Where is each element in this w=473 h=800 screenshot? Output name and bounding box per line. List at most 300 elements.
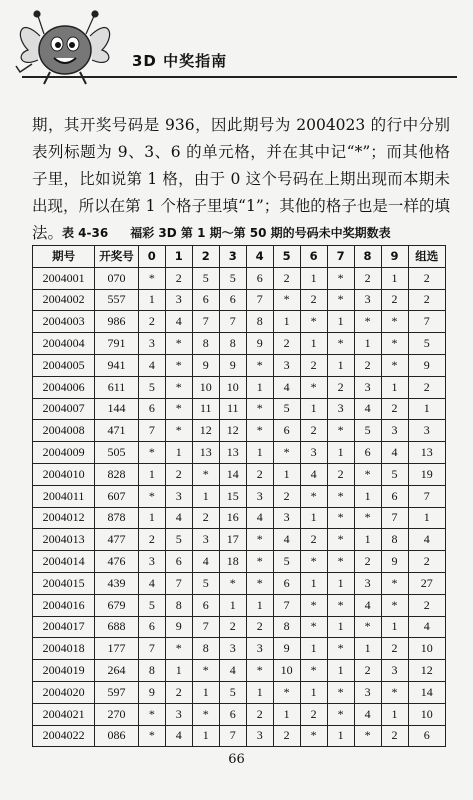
table-cell: 4 <box>165 311 192 333</box>
table-cell: 1 <box>327 572 354 594</box>
table-cell: 1 <box>300 333 327 355</box>
table-cell: 2 <box>354 354 381 376</box>
table-cell: 1 <box>246 442 273 464</box>
table-cell: 2 <box>381 638 408 660</box>
table-cell: 1 <box>138 289 165 311</box>
table-cell: 2 <box>408 289 445 311</box>
table-cell: 3 <box>300 442 327 464</box>
table-cell: 5 <box>219 267 246 289</box>
table-cell: 4 <box>138 572 165 594</box>
column-header: 0 <box>138 246 165 268</box>
table-cell: 439 <box>95 572 139 594</box>
table-cell: 3 <box>273 507 300 529</box>
table-cell: * <box>300 594 327 616</box>
table-caption-title: 福彩 3D 第 1 期～第 50 期的号码未中奖期数表 <box>130 226 391 240</box>
table-cell: 7 <box>219 311 246 333</box>
table-cell: 6 <box>381 485 408 507</box>
table-cell: * <box>381 681 408 703</box>
table-cell: * <box>246 398 273 420</box>
table-cell: 477 <box>95 529 139 551</box>
table-cell: 1 <box>381 703 408 725</box>
table-cell: 12 <box>192 420 219 442</box>
column-header: 5 <box>273 246 300 268</box>
table-cell: 2 <box>246 463 273 485</box>
table-cell: 3 <box>219 638 246 660</box>
table-cell: * <box>246 354 273 376</box>
column-header: 2 <box>192 246 219 268</box>
table-cell: 16 <box>219 507 246 529</box>
table-cell: * <box>165 420 192 442</box>
table-cell: 607 <box>95 485 139 507</box>
table-cell: 8 <box>192 333 219 355</box>
table-cell: 597 <box>95 681 139 703</box>
table-cell: 3 <box>246 725 273 747</box>
table-cell: 1 <box>354 529 381 551</box>
table-cell: 2 <box>300 354 327 376</box>
table-cell: 5 <box>408 333 445 355</box>
table-cell: 10 <box>408 703 445 725</box>
table-cell: 3 <box>354 376 381 398</box>
table-cell: 12 <box>408 660 445 682</box>
table-cell: * <box>300 376 327 398</box>
table-cell: 6 <box>354 442 381 464</box>
table-row <box>33 551 446 573</box>
table-row <box>33 333 446 355</box>
table-cell: 4 <box>381 442 408 464</box>
table-cell: 4 <box>408 529 445 551</box>
table-cell: 2 <box>354 660 381 682</box>
table-cell: 3 <box>273 354 300 376</box>
table-cell: 2 <box>354 267 381 289</box>
table-cell: 2004017 <box>33 616 95 638</box>
table-cell: 9 <box>246 333 273 355</box>
column-header: 组选 <box>408 246 445 268</box>
table-row <box>33 289 446 311</box>
table-row <box>33 616 446 638</box>
table-cell: 4 <box>300 463 327 485</box>
body-paragraph: 期，其开奖号码是 936，因此期号为 2004023 的行中分别表列标题为 9、3、6 的单元格，并在其中记“*”；而其他格子里，比如说第 1 格，由于 0 这个号码在上期出现而本期未出现，所以在第 1 个格子里填“1”；其他的格子也是一样的填法。 <box>32 116 450 242</box>
table-cell: * <box>354 311 381 333</box>
table-cell: 2 <box>408 376 445 398</box>
table-cell: 3 <box>327 398 354 420</box>
table-cell: * <box>327 507 354 529</box>
table-cell: 2 <box>192 507 219 529</box>
table-cell: 2004021 <box>33 703 95 725</box>
table-cell: 828 <box>95 463 139 485</box>
table-cell: 1 <box>327 616 354 638</box>
table-cell: 2004015 <box>33 572 95 594</box>
table-cell: 2004018 <box>33 638 95 660</box>
table-cell: 1 <box>138 463 165 485</box>
table-cell: 4 <box>219 660 246 682</box>
table-cell: 15 <box>219 485 246 507</box>
table-cell: * <box>138 442 165 464</box>
table-cell: 7 <box>219 725 246 747</box>
table-cell: 6 <box>138 398 165 420</box>
table-cell: 5 <box>354 420 381 442</box>
table-cell: * <box>246 660 273 682</box>
table-cell: 1 <box>327 354 354 376</box>
table-cell: 2 <box>273 485 300 507</box>
table-cell: 3 <box>165 289 192 311</box>
table-cell: 3 <box>408 420 445 442</box>
table-cell: 2 <box>300 529 327 551</box>
table-cell: 177 <box>95 638 139 660</box>
table-cell: 557 <box>95 289 139 311</box>
table-cell: 1 <box>300 572 327 594</box>
table-cell: * <box>327 638 354 660</box>
table-cell: 13 <box>219 442 246 464</box>
table-cell: 2004011 <box>33 485 95 507</box>
table-cell: 6 <box>192 289 219 311</box>
table-cell: 7 <box>246 289 273 311</box>
table-cell: * <box>246 529 273 551</box>
table-row <box>33 398 446 420</box>
table-cell: 505 <box>95 442 139 464</box>
table-cell: 8 <box>273 616 300 638</box>
column-header: 6 <box>300 246 327 268</box>
table-row <box>33 725 446 747</box>
table-cell: 11 <box>219 398 246 420</box>
table-cell: * <box>300 311 327 333</box>
table-cell: 4 <box>354 594 381 616</box>
table-cell: 8 <box>381 529 408 551</box>
table-cell: 8 <box>246 311 273 333</box>
table-row <box>33 267 446 289</box>
table-cell: 6 <box>165 551 192 573</box>
table-cell: 1 <box>246 376 273 398</box>
table-header-row <box>33 246 446 268</box>
table-cell: 9 <box>138 681 165 703</box>
table-cell: 3 <box>354 572 381 594</box>
table-cell: 2 <box>354 551 381 573</box>
table-row <box>33 529 446 551</box>
table-cell: 2004022 <box>33 725 95 747</box>
table-cell: * <box>381 572 408 594</box>
page-header <box>0 0 473 90</box>
table-cell: 471 <box>95 420 139 442</box>
table-cell: 2 <box>300 703 327 725</box>
column-header: 9 <box>381 246 408 268</box>
table-cell: * <box>273 681 300 703</box>
table-cell: 2 <box>138 529 165 551</box>
table-cell: * <box>273 289 300 311</box>
table-row <box>33 442 446 464</box>
table-cell: 3 <box>354 289 381 311</box>
table-cell: 2 <box>327 463 354 485</box>
table-cell: 7 <box>138 638 165 660</box>
table-cell: 7 <box>381 507 408 529</box>
table-cell: 4 <box>246 507 273 529</box>
table-cell: 3 <box>138 333 165 355</box>
table-cell: 14 <box>408 681 445 703</box>
table-cell: 4 <box>273 529 300 551</box>
table-row <box>33 463 446 485</box>
table-cell: * <box>300 551 327 573</box>
table-cell: * <box>138 725 165 747</box>
table-cell: 1 <box>246 594 273 616</box>
table-cell: 1 <box>327 442 354 464</box>
table-cell: 1 <box>381 616 408 638</box>
table-cell: * <box>327 529 354 551</box>
table-cell: 1 <box>408 507 445 529</box>
table-cell: 2 <box>246 703 273 725</box>
table-cell: 264 <box>95 660 139 682</box>
table-cell: 9 <box>381 551 408 573</box>
table-cell: 2004003 <box>33 311 95 333</box>
table-cell: 1 <box>192 681 219 703</box>
table-cell: 9 <box>192 354 219 376</box>
table-cell: 19 <box>408 463 445 485</box>
table-cell: 2 <box>408 551 445 573</box>
table-cell: * <box>273 442 300 464</box>
table-cell: 6 <box>273 572 300 594</box>
table-cell: 3 <box>381 660 408 682</box>
column-header: 7 <box>327 246 354 268</box>
table-cell: 1 <box>165 660 192 682</box>
table-cell: 11 <box>192 398 219 420</box>
table-cell: * <box>327 681 354 703</box>
table-cell: 791 <box>95 333 139 355</box>
table-cell: * <box>246 551 273 573</box>
table-cell: 10 <box>273 660 300 682</box>
table-cell: 9 <box>165 616 192 638</box>
table-cell: * <box>300 485 327 507</box>
table-cell: * <box>327 333 354 355</box>
table-cell: * <box>138 267 165 289</box>
table-cell: 1 <box>273 703 300 725</box>
table-cell: 8 <box>219 333 246 355</box>
column-header: 3 <box>219 246 246 268</box>
table-cell: 941 <box>95 354 139 376</box>
table-cell: * <box>327 703 354 725</box>
table-cell: 5 <box>165 529 192 551</box>
lottery-number-table <box>32 245 446 747</box>
table-cell: 1 <box>138 507 165 529</box>
table-cell: * <box>354 463 381 485</box>
table-cell: * <box>165 638 192 660</box>
table-cell: * <box>300 660 327 682</box>
table-body <box>33 267 446 747</box>
table-cell: 7 <box>138 420 165 442</box>
table-cell: 2004008 <box>33 420 95 442</box>
table-cell: * <box>192 660 219 682</box>
table-cell: 2004013 <box>33 529 95 551</box>
table-cell: 2 <box>408 594 445 616</box>
table-cell: 1 <box>327 311 354 333</box>
table-cell: 3 <box>381 420 408 442</box>
table-cell: 1 <box>273 311 300 333</box>
table-cell: 2004019 <box>33 660 95 682</box>
table-cell: 5 <box>273 398 300 420</box>
table-cell: 6 <box>246 267 273 289</box>
column-header: 期号 <box>33 246 95 268</box>
table-cell: 2004009 <box>33 442 95 464</box>
table-cell: 878 <box>95 507 139 529</box>
table-cell: 14 <box>219 463 246 485</box>
table-cell: * <box>327 420 354 442</box>
table-cell: 1 <box>300 398 327 420</box>
table-row <box>33 420 446 442</box>
table-cell: * <box>165 333 192 355</box>
table-cell: 1 <box>219 594 246 616</box>
table-cell: 3 <box>192 529 219 551</box>
table-cell: 6 <box>219 289 246 311</box>
table-cell: 1 <box>300 507 327 529</box>
table-cell: 9 <box>273 638 300 660</box>
table-cell: * <box>381 333 408 355</box>
table-cell: 8 <box>165 594 192 616</box>
table-cell: 2004014 <box>33 551 95 573</box>
table-cell: 13 <box>408 442 445 464</box>
table-cell: 2 <box>300 289 327 311</box>
table-cell: 10 <box>192 376 219 398</box>
table-cell: 1 <box>192 485 219 507</box>
table-row <box>33 594 446 616</box>
table-cell: 2 <box>381 398 408 420</box>
table-cell: 5 <box>219 681 246 703</box>
table-cell: 6 <box>273 420 300 442</box>
table-cell: 2 <box>165 681 192 703</box>
table-cell: 1 <box>246 681 273 703</box>
table-cell: * <box>165 354 192 376</box>
table-caption <box>62 224 442 241</box>
table-cell: 1 <box>354 333 381 355</box>
table-cell: 6 <box>219 703 246 725</box>
table-cell: * <box>165 398 192 420</box>
table-cell: 7 <box>192 616 219 638</box>
column-header: 4 <box>246 246 273 268</box>
table-cell: 2 <box>165 463 192 485</box>
table-cell: 1 <box>300 267 327 289</box>
table-cell: 611 <box>95 376 139 398</box>
table-cell: 4 <box>408 616 445 638</box>
table-cell: 8 <box>192 638 219 660</box>
table-cell: 1 <box>165 442 192 464</box>
table-cell: 7 <box>165 572 192 594</box>
table-cell: 2004012 <box>33 507 95 529</box>
table-cell: 2 <box>273 725 300 747</box>
column-header: 8 <box>354 246 381 268</box>
table-cell: 2 <box>273 333 300 355</box>
table-cell: * <box>165 376 192 398</box>
table-cell: 5 <box>192 267 219 289</box>
table-cell: 13 <box>192 442 219 464</box>
table-cell: * <box>300 725 327 747</box>
table-cell: 4 <box>354 703 381 725</box>
table-cell: 17 <box>219 529 246 551</box>
table-cell: 2004010 <box>33 463 95 485</box>
table-cell: * <box>381 311 408 333</box>
table-cell: 3 <box>138 551 165 573</box>
table-cell: * <box>327 551 354 573</box>
table-cell: * <box>327 485 354 507</box>
table-cell: 476 <box>95 551 139 573</box>
table-row <box>33 660 446 682</box>
table-cell: 2004001 <box>33 267 95 289</box>
table-cell: 1 <box>408 398 445 420</box>
table-cell: 7 <box>273 594 300 616</box>
table-cell: 12 <box>219 420 246 442</box>
table-cell: 10 <box>219 376 246 398</box>
table-cell: * <box>354 616 381 638</box>
table-row <box>33 638 446 660</box>
table-cell: 4 <box>273 376 300 398</box>
table-cell: 4 <box>165 507 192 529</box>
table-cell: 3 <box>165 703 192 725</box>
table-cell: 1 <box>381 376 408 398</box>
table-cell: 8 <box>138 660 165 682</box>
table-cell: 144 <box>95 398 139 420</box>
table-cell: 9 <box>408 354 445 376</box>
column-header: 1 <box>165 246 192 268</box>
table-cell: 3 <box>246 638 273 660</box>
table-cell: 5 <box>381 463 408 485</box>
table-cell: 2 <box>246 616 273 638</box>
page-number: 66 <box>228 752 245 767</box>
table-cell: 7 <box>408 311 445 333</box>
table-cell: * <box>327 289 354 311</box>
table-cell: * <box>138 485 165 507</box>
table-cell: 2004005 <box>33 354 95 376</box>
table-cell: 2004020 <box>33 681 95 703</box>
header-rule <box>22 76 457 78</box>
table-caption-number: 表 4-36 <box>62 226 109 240</box>
table-cell: * <box>354 725 381 747</box>
table-cell: 2 <box>408 267 445 289</box>
table-cell: 18 <box>219 551 246 573</box>
table-cell: 2 <box>381 289 408 311</box>
table-cell: 688 <box>95 616 139 638</box>
table-cell: 3 <box>354 681 381 703</box>
table-cell: 2 <box>300 420 327 442</box>
table-cell: * <box>300 616 327 638</box>
table-cell: 9 <box>219 354 246 376</box>
table-cell: * <box>246 420 273 442</box>
table-cell: * <box>327 594 354 616</box>
table-cell: 1 <box>300 681 327 703</box>
table-cell: * <box>219 572 246 594</box>
table-row <box>33 485 446 507</box>
table-cell: 2004004 <box>33 333 95 355</box>
table-cell: 6 <box>192 594 219 616</box>
table-cell: 5 <box>138 594 165 616</box>
table-cell: 4 <box>192 551 219 573</box>
column-header: 开奖号 <box>95 246 139 268</box>
table-cell: * <box>192 703 219 725</box>
table-cell: 1 <box>381 267 408 289</box>
table-row <box>33 681 446 703</box>
table-cell: 2 <box>138 311 165 333</box>
table-row <box>33 354 446 376</box>
table-cell: 2 <box>165 267 192 289</box>
table-cell: * <box>192 463 219 485</box>
table-cell: 1 <box>327 660 354 682</box>
table-cell: 3 <box>246 485 273 507</box>
table-row <box>33 507 446 529</box>
table-cell: 6 <box>138 616 165 638</box>
table-cell: 270 <box>95 703 139 725</box>
table-cell: 5 <box>273 551 300 573</box>
table-row <box>33 311 446 333</box>
table-cell: 5 <box>192 572 219 594</box>
table-cell: 070 <box>95 267 139 289</box>
table-cell: 4 <box>354 398 381 420</box>
table-cell: 7 <box>192 311 219 333</box>
table-cell: * <box>354 507 381 529</box>
table-cell: 2 <box>219 616 246 638</box>
table-cell: 1 <box>300 638 327 660</box>
